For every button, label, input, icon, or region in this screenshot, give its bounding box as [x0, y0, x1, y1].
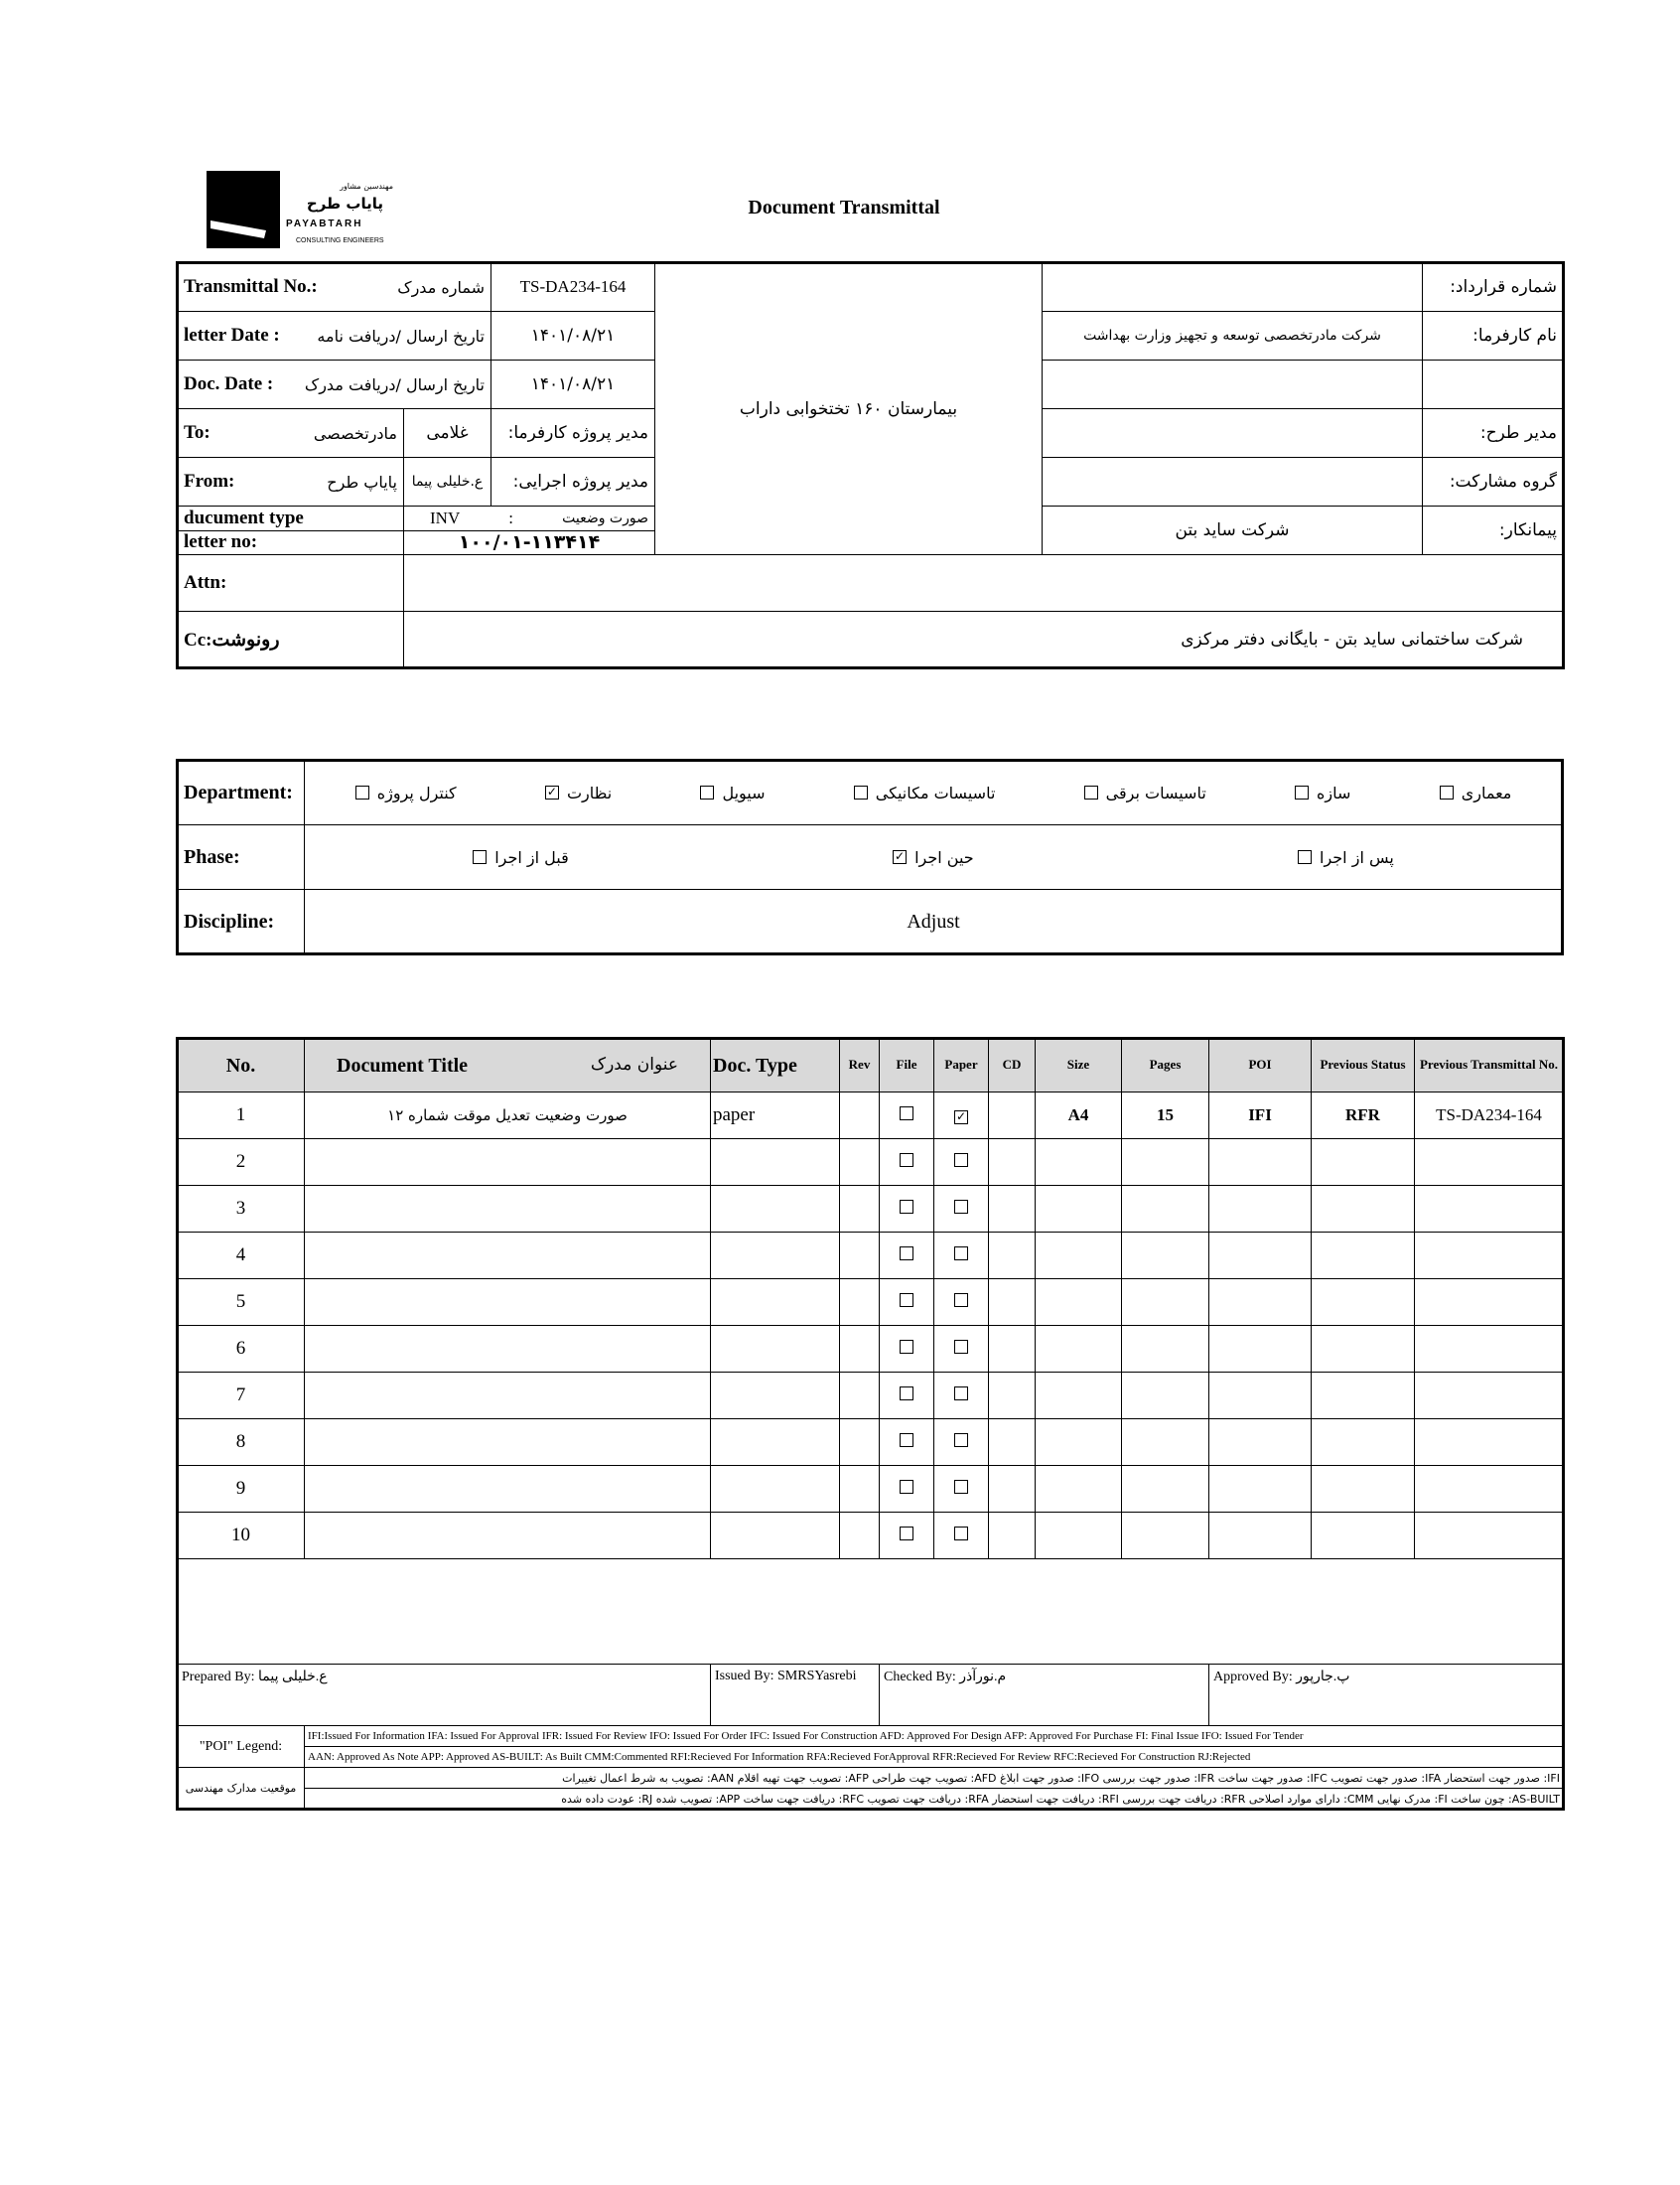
col-size: Size: [1036, 1039, 1122, 1092]
table-row: [178, 1233, 1564, 1279]
col-doc-type: Doc. Type: [711, 1039, 840, 1092]
cell-prev-transmittal: [1415, 1326, 1564, 1373]
fa-legend-line-1: IFI: صدور جهت استحضار IFA: صدور جهت تصویب IFC: صدور جهت ساخت IFR: صدور جهت بررسی IFO: صدور جهت ابلاغ AFD: تصویب جهت طراحی AFP: تصویب جهت تهیه اقلام AAN: تصویب به شرط اعمال تغییرات: [305, 1768, 1564, 1789]
cell-file: [880, 1092, 934, 1139]
col-prev-transmittal: Previous Transmittal No.: [1415, 1039, 1564, 1092]
blank-area: [178, 1559, 1564, 1665]
department-options: [305, 761, 1563, 825]
option-4[interactable]: [700, 784, 765, 802]
cell-pages: [1122, 1466, 1209, 1513]
cell-prev-status: [1312, 1233, 1415, 1279]
cell-doc-type: [711, 1139, 840, 1186]
option-0[interactable]: [1440, 784, 1512, 802]
discipline-value: Adjust: [305, 890, 1563, 954]
attn-label: Attn:: [178, 555, 404, 612]
svg-text:پایاب طرح: پایاب طرح: [306, 195, 383, 213]
cell-prev-transmittal: [1415, 1279, 1564, 1326]
checkbox[interactable]: [1295, 786, 1309, 800]
svg-text:مهندسین مشاور: مهندسین مشاور: [340, 182, 393, 191]
paper-checkbox[interactable]: [954, 1340, 968, 1354]
cell-poi: [1209, 1139, 1312, 1186]
col-poi: POI: [1209, 1039, 1312, 1092]
cell-pages: [1122, 1139, 1209, 1186]
department-table: [177, 760, 1563, 954]
partnership-label: گروه مشارکت:: [1423, 458, 1564, 507]
department-label: Department:: [178, 761, 305, 825]
cell-pages: [1122, 1419, 1209, 1466]
table-row: [178, 1279, 1564, 1326]
checkbox[interactable]: ✓: [895, 849, 906, 863]
paper-checkbox[interactable]: [954, 1293, 968, 1307]
table-header-row: [178, 1039, 1564, 1092]
from-person: ع.خلیلی پیما: [404, 458, 491, 507]
cell-title: [305, 1279, 711, 1326]
transmittal-no-label-cell: Transmittal No.: شماره مدرک: [178, 263, 491, 312]
cell-prev-transmittal: [1415, 1513, 1564, 1559]
file-checkbox[interactable]: [900, 1433, 913, 1447]
prepared-by: Prepared By: ع.خلیلی پیما: [178, 1665, 711, 1726]
cell-file: [880, 1139, 934, 1186]
fa-legend-label: موقعیت مدارک مهندسی: [178, 1768, 305, 1810]
file-checkbox[interactable]: [900, 1340, 913, 1354]
cell-rev: [840, 1279, 880, 1326]
cell-prev-transmittal: [1415, 1419, 1564, 1466]
option-label: پس از اجرا: [1320, 847, 1394, 867]
option-label: نظارت: [566, 783, 613, 802]
contractor-name: شرکت ساید بتن: [1043, 507, 1423, 555]
cell-paper: [934, 1092, 989, 1139]
attn-value: [404, 555, 1564, 612]
cell-paper: [934, 1326, 989, 1373]
cell-prev-transmittal: [1415, 1373, 1564, 1419]
cell-file: [880, 1233, 934, 1279]
cell-size: [1036, 1326, 1122, 1373]
cell-pages: 15: [1122, 1092, 1209, 1139]
cell-prev-status: [1312, 1419, 1415, 1466]
cell-rev: [840, 1092, 880, 1139]
document-title: Document Transmittal: [748, 197, 940, 218]
option-3[interactable]: [854, 784, 996, 802]
cell-doc-type: [711, 1233, 840, 1279]
checkbox[interactable]: [700, 786, 714, 800]
doc-type-cell: INV : صورت وضعیت: [404, 507, 655, 531]
cell-doc-type: [711, 1186, 840, 1233]
option-label: تاسیسات مکانیکی: [875, 783, 996, 802]
table-row: [178, 1186, 1564, 1233]
col-title: Document Title عنوان مدرک: [305, 1039, 711, 1092]
cell-doc-type: paper: [711, 1092, 840, 1139]
table-row: [178, 1139, 1564, 1186]
col-rev: Rev: [840, 1039, 880, 1092]
table-row: [178, 1466, 1564, 1513]
checkbox[interactable]: [473, 850, 487, 864]
option-5[interactable]: [545, 784, 612, 802]
cell-no: 4: [178, 1233, 305, 1279]
empty-cell: [1043, 361, 1423, 409]
cell-no: 2: [178, 1139, 305, 1186]
table-row: [178, 1419, 1564, 1466]
cell-cd: [989, 1513, 1036, 1559]
paper-checkbox[interactable]: ✓: [955, 1109, 967, 1123]
cell-size: [1036, 1233, 1122, 1279]
option-label: حین اجرا: [914, 847, 974, 867]
empty-cell: [1423, 361, 1564, 409]
file-checkbox[interactable]: [900, 1246, 913, 1260]
table-row: [178, 1373, 1564, 1419]
letter-date: ۱۴۰۱/۰۸/۲۱: [491, 312, 655, 361]
file-checkbox[interactable]: [900, 1480, 913, 1494]
cell-prev-status: RFR: [1312, 1092, 1415, 1139]
option-label: تاسیسات برقی: [1105, 783, 1206, 802]
cell-rev: [840, 1233, 880, 1279]
cell-title: [305, 1139, 711, 1186]
cell-size: [1036, 1373, 1122, 1419]
cell-prev-status: [1312, 1373, 1415, 1419]
option-1[interactable]: [1295, 784, 1350, 802]
cell-rev: [840, 1373, 880, 1419]
cell-poi: [1209, 1373, 1312, 1419]
cell-cd: [989, 1092, 1036, 1139]
cell-prev-transmittal: [1415, 1139, 1564, 1186]
col-pages: Pages: [1122, 1039, 1209, 1092]
cell-prev-transmittal: [1415, 1233, 1564, 1279]
poi-legend-line-2: AAN: Approved As Note APP: Approved AS-BUILT: As Built CMM:Commented RFI:Recieved For Information RFA:Recieved ForApproval RFR:Recieved For Review RFC:Recieved For Construction RJ:Rejected: [305, 1747, 1564, 1768]
paper-checkbox[interactable]: [954, 1433, 968, 1447]
file-checkbox[interactable]: [900, 1386, 913, 1400]
cell-file: [880, 1186, 934, 1233]
paper-checkbox[interactable]: [954, 1246, 968, 1260]
checkbox[interactable]: [1084, 786, 1098, 800]
cell-cd: [989, 1139, 1036, 1186]
paper-checkbox[interactable]: [954, 1480, 968, 1494]
paper-checkbox[interactable]: [954, 1153, 968, 1167]
cell-file: [880, 1373, 934, 1419]
from-cell: From: پایاپ طرح: [178, 458, 404, 507]
poi-legend-line-1: IFI:Issued For Information IFA: Issued For Approval IFR: Issued For Review IFO: Issued For Order IFC: Issued For Construction AFD: Approved For Design AFP: Approved For Purchase FI: Final Issue IFO: Issued For Tender: [305, 1726, 1564, 1747]
cell-file: [880, 1419, 934, 1466]
paper-checkbox[interactable]: [954, 1200, 968, 1214]
documents-table: [177, 1038, 1564, 1810]
cell-prev-transmittal: TS-DA234-164: [1415, 1092, 1564, 1139]
cell-doc-type: [711, 1466, 840, 1513]
cell-file: [880, 1326, 934, 1373]
cell-prev-status: [1312, 1513, 1415, 1559]
option-2[interactable]: [473, 848, 569, 867]
phase-options: [305, 825, 1563, 890]
contract-no-label: شماره قرارداد:: [1423, 263, 1564, 312]
cell-prev-status: [1312, 1279, 1415, 1326]
cell-paper: [934, 1186, 989, 1233]
table-row: [178, 1326, 1564, 1373]
col-cd: CD: [989, 1039, 1036, 1092]
cell-paper: [934, 1373, 989, 1419]
fa-legend-line-2: AS-BUILT: چون ساخت FI: مدرک نهایی CMM: دارای موارد اصلاحی RFR: دریافت جهت بررسی RFI: دریافت جهت استحضار RFA: دریافت جهت تصویب RFC: دریافت جهت ساخت APP: تصویب شده RJ: عودت داده شده: [305, 1789, 1564, 1810]
cell-cd: [989, 1419, 1036, 1466]
cell-size: [1036, 1466, 1122, 1513]
partnership: [1043, 458, 1423, 507]
cell-poi: [1209, 1279, 1312, 1326]
cell-file: [880, 1279, 934, 1326]
cell-pages: [1122, 1513, 1209, 1559]
cell-poi: [1209, 1513, 1312, 1559]
cell-size: [1036, 1279, 1122, 1326]
option-2[interactable]: [1084, 784, 1206, 802]
cell-paper: [934, 1466, 989, 1513]
from-role: مدیر پروژه اجرایی:: [491, 458, 655, 507]
doc-type-label: ducument type: [178, 507, 404, 531]
col-file: File: [880, 1039, 934, 1092]
cell-rev: [840, 1513, 880, 1559]
cell-paper: [934, 1419, 989, 1466]
transmittal-info-table: [177, 262, 1564, 668]
phase-label: Phase:: [178, 825, 305, 890]
cell-prev-status: [1312, 1186, 1415, 1233]
cell-size: [1036, 1186, 1122, 1233]
cell-pages: [1122, 1186, 1209, 1233]
file-checkbox[interactable]: [900, 1153, 913, 1167]
cell-no: 5: [178, 1279, 305, 1326]
cell-paper: [934, 1233, 989, 1279]
to-cell: To: مادرتخصصی: [178, 409, 404, 458]
cell-poi: [1209, 1326, 1312, 1373]
cell-cd: [989, 1466, 1036, 1513]
cell-pages: [1122, 1373, 1209, 1419]
cell-rev: [840, 1139, 880, 1186]
cell-size: [1036, 1419, 1122, 1466]
cell-cd: [989, 1233, 1036, 1279]
to-role: مدیر پروژه کارفرما:: [491, 409, 655, 458]
cell-paper: [934, 1513, 989, 1559]
cell-prev-status: [1312, 1326, 1415, 1373]
cell-prev-status: [1312, 1139, 1415, 1186]
cell-size: A4: [1036, 1092, 1122, 1139]
plan-manager: [1043, 409, 1423, 458]
poi-legend-label: "POI" Legend:: [178, 1726, 305, 1768]
paper-checkbox[interactable]: [954, 1527, 968, 1540]
cell-doc-type: [711, 1373, 840, 1419]
cell-no: 6: [178, 1326, 305, 1373]
option-0[interactable]: [1298, 848, 1394, 867]
letter-date-label-cell: letter Date : تاریخ ارسال /دریافت نامه: [178, 312, 491, 361]
cell-paper: [934, 1279, 989, 1326]
cell-no: 9: [178, 1466, 305, 1513]
company-logo: [207, 171, 395, 252]
cell-paper: [934, 1139, 989, 1186]
cell-no: 10: [178, 1513, 305, 1559]
cell-rev: [840, 1419, 880, 1466]
cell-title: [305, 1186, 711, 1233]
file-checkbox[interactable]: [900, 1527, 913, 1540]
option-1[interactable]: [893, 848, 974, 867]
doc-date: ۱۴۰۱/۰۸/۲۱: [491, 361, 655, 409]
to-person: غلامی: [404, 409, 491, 458]
checkbox[interactable]: [1440, 786, 1454, 800]
cell-rev: [840, 1326, 880, 1373]
checkbox[interactable]: [1298, 850, 1312, 864]
col-prev-status: Previous Status: [1312, 1039, 1415, 1092]
svg-text:CONSULTING ENGINEERS: CONSULTING ENGINEERS: [296, 237, 384, 244]
file-checkbox[interactable]: [900, 1200, 913, 1214]
cell-prev-transmittal: [1415, 1186, 1564, 1233]
cell-prev-status: [1312, 1466, 1415, 1513]
cell-rev: [840, 1466, 880, 1513]
cell-no: 1: [178, 1092, 305, 1139]
letter-no: ۱۰۰/۰۱-۱۱۳۴۱۴: [404, 530, 655, 555]
cell-rev: [840, 1186, 880, 1233]
employer-label: نام کارفرما:: [1423, 312, 1564, 361]
cell-cd: [989, 1279, 1036, 1326]
cell-title: [305, 1326, 711, 1373]
checkbox[interactable]: ✓: [546, 785, 557, 799]
cell-poi: [1209, 1186, 1312, 1233]
file-checkbox[interactable]: [900, 1293, 913, 1307]
option-label: قبل از اجرا: [494, 847, 569, 867]
cell-poi: IFI: [1209, 1092, 1312, 1139]
cc-value: شرکت ساختمانی ساید بتن - بایگانی دفتر مرکزی: [404, 612, 1564, 668]
option-label: سیویل: [722, 783, 766, 802]
cell-doc-type: [711, 1419, 840, 1466]
cell-no: 7: [178, 1373, 305, 1419]
cell-file: [880, 1466, 934, 1513]
logo-mark: [207, 171, 395, 252]
col-no: No.: [178, 1039, 305, 1092]
file-checkbox[interactable]: [900, 1106, 913, 1120]
issued-by: Issued By: SMRSYasrebi: [711, 1665, 880, 1726]
cell-doc-type: [711, 1279, 840, 1326]
cell-doc-type: [711, 1513, 840, 1559]
cell-size: [1036, 1139, 1122, 1186]
option-label: معماری: [1461, 783, 1512, 802]
cell-size: [1036, 1513, 1122, 1559]
option-6[interactable]: [355, 784, 457, 802]
option-label: کنترل پروژه: [376, 783, 457, 802]
cell-file: [880, 1513, 934, 1559]
cell-cd: [989, 1373, 1036, 1419]
doc-date-label-cell: Doc. Date : تاریخ ارسال /دریافت مدرک: [178, 361, 491, 409]
cc-label-cell: Cc:رونوشت: [178, 612, 404, 668]
table-row: [178, 1513, 1564, 1559]
checkbox[interactable]: [355, 786, 369, 800]
cell-poi: [1209, 1466, 1312, 1513]
cell-title: [305, 1513, 711, 1559]
cell-title: [305, 1419, 711, 1466]
cell-cd: [989, 1186, 1036, 1233]
svg-text:PAYABTARH: PAYABTARH: [286, 218, 363, 229]
project-name: بیمارستان ۱۶۰ تختخوابی داراب: [655, 263, 1043, 555]
plan-manager-label: مدیر طرح:: [1423, 409, 1564, 458]
cell-doc-type: [711, 1326, 840, 1373]
table-row: [178, 1092, 1564, 1139]
cell-pages: [1122, 1233, 1209, 1279]
cell-no: 8: [178, 1419, 305, 1466]
cell-title: [305, 1466, 711, 1513]
cell-cd: [989, 1326, 1036, 1373]
cell-no: 3: [178, 1186, 305, 1233]
letter-no-label: letter no:: [178, 530, 404, 555]
cell-title: صورت وضعیت تعدیل موقت شماره ۱۲: [305, 1092, 711, 1139]
discipline-label: Discipline:: [178, 890, 305, 954]
option-label: سازه: [1317, 783, 1351, 802]
col-paper: Paper: [934, 1039, 989, 1092]
cell-pages: [1122, 1326, 1209, 1373]
cell-prev-transmittal: [1415, 1466, 1564, 1513]
checkbox[interactable]: [854, 786, 868, 800]
contract-no: [1043, 263, 1423, 312]
approved-by: Approved By: پ.جارپور: [1209, 1665, 1564, 1726]
transmittal-no: TS-DA234-164: [491, 263, 655, 312]
paper-checkbox[interactable]: [954, 1386, 968, 1400]
employer-name: شرکت مادرتخصصی توسعه و تجهیز وزارت بهداشت: [1043, 312, 1423, 361]
cell-pages: [1122, 1279, 1209, 1326]
contractor-label: پیمانکار:: [1423, 507, 1564, 555]
cell-title: [305, 1373, 711, 1419]
checked-by: Checked By: م.نورآذر: [880, 1665, 1209, 1726]
cell-title: [305, 1233, 711, 1279]
cell-poi: [1209, 1419, 1312, 1466]
cell-poi: [1209, 1233, 1312, 1279]
